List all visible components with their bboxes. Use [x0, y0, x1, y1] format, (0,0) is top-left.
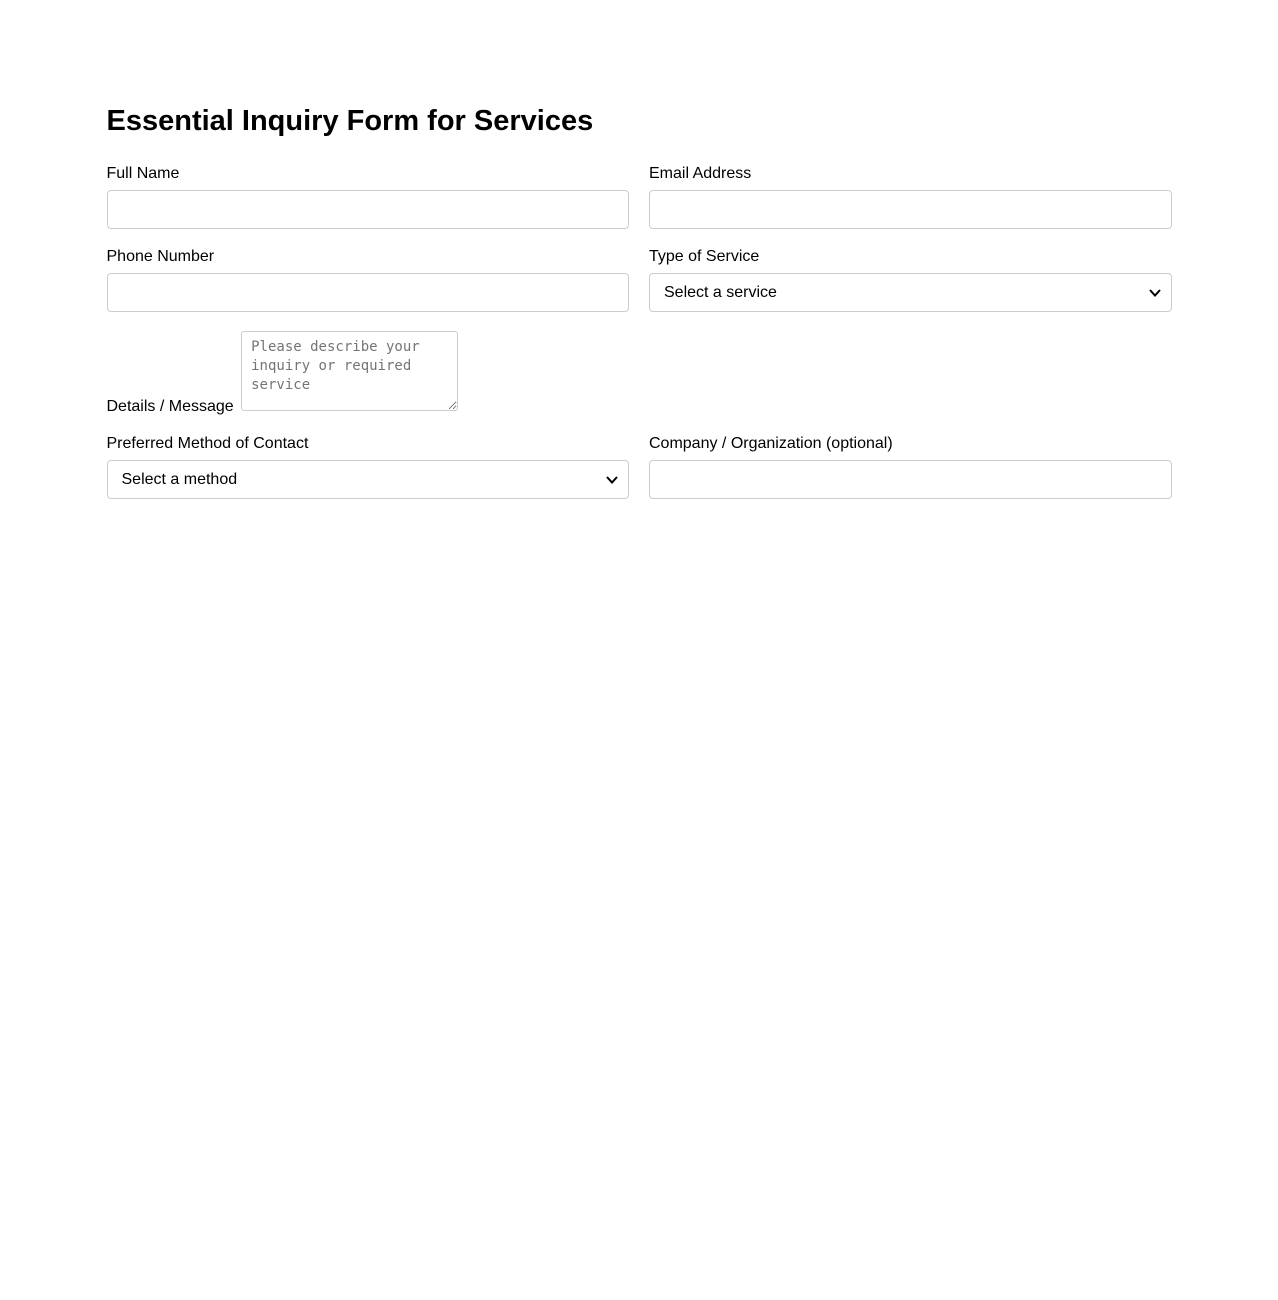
details-label: Details / Message: [106, 398, 234, 415]
contact-method-select-wrap: [107, 460, 630, 499]
service-type-select[interactable]: [649, 273, 1172, 312]
phone-input[interactable]: [107, 273, 630, 312]
company-field: [649, 435, 1172, 499]
service-type-select-wrap: [649, 273, 1172, 312]
service-type-label: Type of Service: [649, 248, 760, 265]
page-title: Essential Inquiry Form for Services: [106, 105, 594, 137]
contact-method-field: [107, 435, 630, 499]
full-name-label: Full Name: [106, 165, 180, 182]
contact-method-select[interactable]: [107, 460, 630, 499]
email-label: Email Address: [649, 165, 752, 182]
full-name-field: [107, 165, 630, 229]
phone-label: Phone Number: [106, 248, 215, 265]
service-type-field: [649, 248, 1172, 312]
details-textarea[interactable]: [241, 331, 458, 411]
details-label-wrap: [107, 398, 459, 415]
phone-field: [107, 248, 630, 312]
details-field: [107, 331, 630, 416]
form-container: [107, 0, 1172, 499]
email-field: [649, 165, 1172, 229]
full-name-input[interactable]: [107, 190, 630, 229]
email-input[interactable]: [649, 190, 1172, 229]
inquiry-form: [107, 165, 1172, 499]
contact-method-label: Preferred Method of Contact: [106, 435, 309, 452]
company-label: Company / Organization (optional): [649, 435, 893, 452]
company-input[interactable]: [649, 460, 1172, 499]
